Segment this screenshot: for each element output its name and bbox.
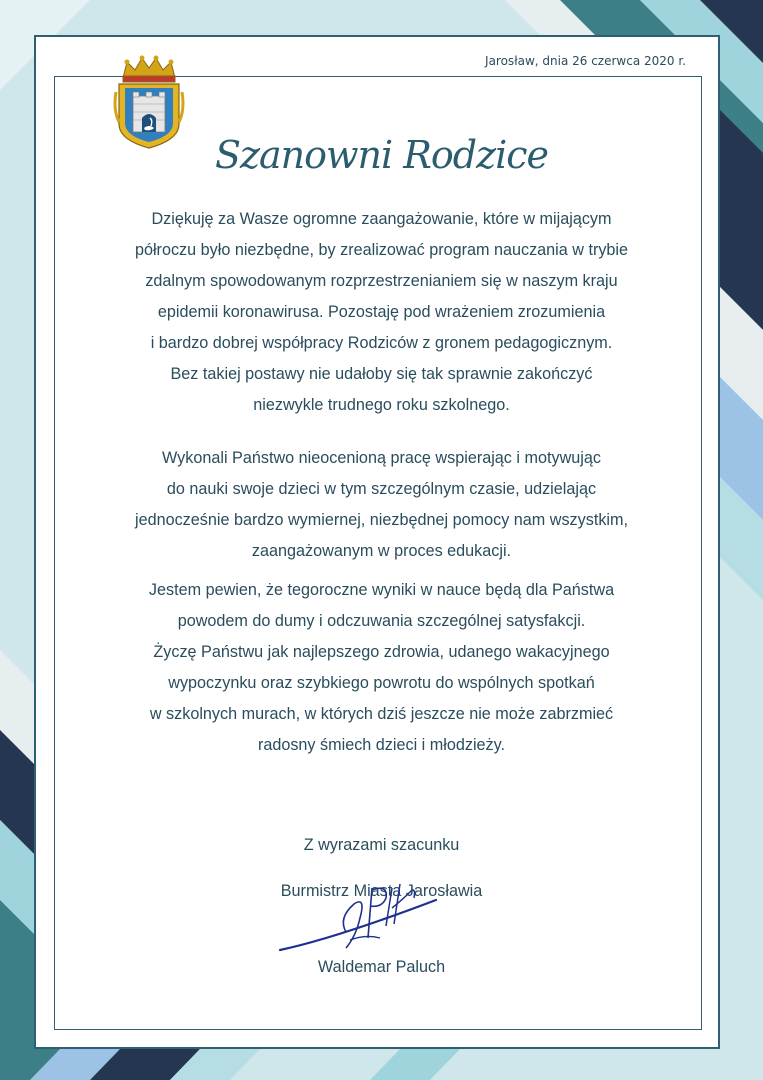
body-line: zaangażowanym w proces edukacji. bbox=[251, 542, 512, 560]
letter-greeting: Szanowni Rodzice bbox=[214, 133, 549, 177]
body-line: epidemii koronawirusa. Pozostaję pod wrażeniem zrozumienia bbox=[157, 303, 606, 321]
letter-body bbox=[80, 204, 683, 761]
body-line: Dziękuję za Wasze ogromne zaangażowanie, które w mijającym bbox=[151, 210, 612, 228]
signer-title: Burmistrz Miasta Jarosławia bbox=[280, 882, 483, 900]
body-line: niezwykle trudnego roku szkolnego. bbox=[253, 396, 510, 414]
body-line: Jestem pewien, że tegoroczne wyniki w nauce będą dla Państwa bbox=[148, 581, 615, 599]
body-line: Bez takiej postawy nie udałoby się tak sprawnie zakończyć bbox=[170, 365, 593, 383]
handwritten-signature-icon bbox=[276, 878, 446, 958]
letter-date: Jarosław, dnia 26 czerwca 2020 r. bbox=[485, 54, 686, 68]
body-line: i bardzo dobrej współpracy Rodziców z gronem pedagogicznym. bbox=[150, 334, 613, 352]
body-line: półroczu było niezbędne, by zrealizować program nauczania w trybie bbox=[134, 241, 629, 259]
paragraph-2 bbox=[80, 443, 683, 567]
body-line: Wykonali Państwo nieocenioną pracę wspierając i motywując bbox=[162, 449, 601, 467]
body-line: Życzę Państwu jak najlepszego zdrowia, udanego wakacyjnego bbox=[153, 643, 610, 661]
body-line: zdalnym spowodowanym rozprzestrzenianiem się w naszym kraju bbox=[145, 272, 618, 290]
signer-name: Waldemar Paluch bbox=[317, 958, 446, 976]
body-line: w szkolnych murach, w których dziś jeszcze nie może zabrzmieć bbox=[149, 705, 614, 723]
body-line: powodem do dumy i odczuwania szczególnej satysfakcji. bbox=[177, 612, 586, 630]
body-line: radosny śmiech dzieci i młodzieży. bbox=[257, 736, 506, 754]
body-line: wypoczynku oraz szybkiego powrotu do wspólnych spotkań bbox=[168, 674, 595, 692]
body-line: jednocześnie bardzo wymiernej, niezbędnej pomocy nam wszystkim, bbox=[134, 511, 629, 529]
body-line: do nauki swoje dzieci w tym szczególnym czasie, udzielając bbox=[166, 480, 597, 498]
paragraph-1 bbox=[80, 204, 683, 421]
paragraph-3 bbox=[80, 575, 683, 761]
closing-phrase: Z wyrazami szacunku bbox=[303, 836, 460, 854]
